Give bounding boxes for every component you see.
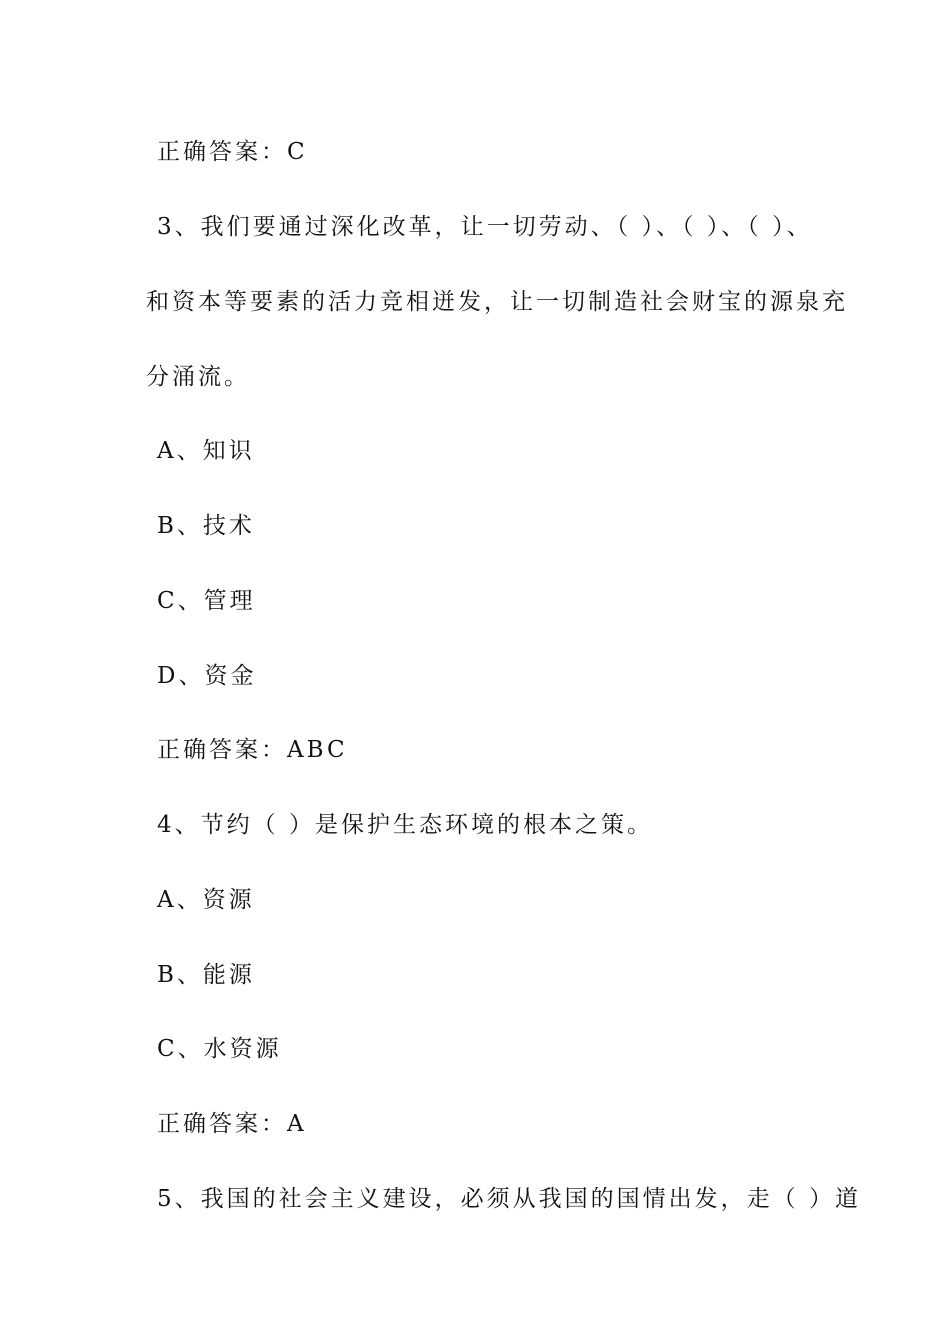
option-line: D、资金 [157,663,257,689]
question-4-line: 4、节约（ ）是保护生态环境的根本之策。 [157,812,653,838]
answer-line: 正确答案：ABC [157,737,348,763]
question-3-line-1: 3、我们要通过深化改革，让一切劳动、（ ）、（ ）、（ ）、 [157,214,813,240]
option-line: A、资源 [157,887,255,913]
question-5-line: 5、我国的社会主义建设，必须从我国的国情出发，走（ ）道 [157,1186,861,1212]
question-3-line-2: 和资本等要素的活力竞相迸发，让一切制造社会财宝的源泉充 [146,289,848,315]
option-line: C、水资源 [157,1036,282,1062]
question-3-line-3: 分涌流。 [146,364,250,390]
option-line: C、管理 [157,588,256,614]
option-line: B、技术 [157,513,255,539]
option-line: A、知识 [157,438,255,464]
answer-line: 正确答案：A [157,1111,307,1137]
answer-line: 正确答案：C [157,139,308,165]
option-line: B、能源 [157,962,255,988]
